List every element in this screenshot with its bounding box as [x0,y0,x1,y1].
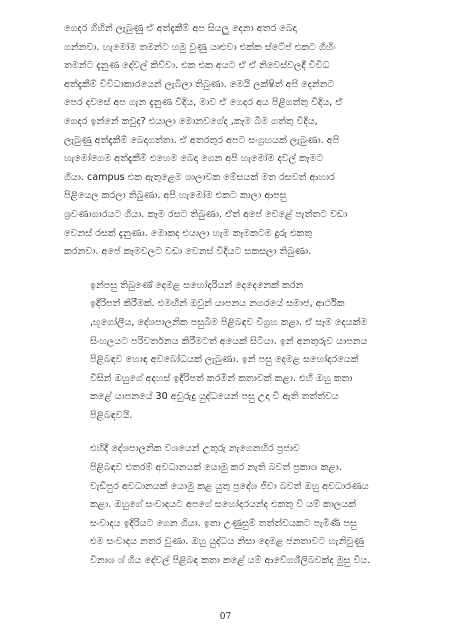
text-line: ,භූගෝලීය, දේශපාලනික පසුබිම පිළිබඳව විග්‍රහ කළා. ඒ සෑම දෙයක්ම [90,316,368,328]
page-number: 07 [219,612,232,622]
text-line: සංවාදය ඉදිරියට ගෙන ගියා. ඉතා උණුසුම් තත්ත්වයකට පැමිණි පසු [90,517,357,529]
text-line: සිංහලයට පරිවර්තනය කිරීමටත් අයෙක් සිටියා. ඉන් අනතුරුව යාපනය [90,335,368,347]
text-line: ගන්නවා. හැමෝම තමන්ට හමු වුණු යාළුවා එක්ක ස්ටේප් එකට ගිහිං [64,41,336,53]
document-page [64,20,398,571]
text-line: පිළිබඳව එතරම් අවධානයක් යොමු කර නැති බවත් ප්‍රකාශ කළා. [90,462,342,474]
text-line: ශ්‍රවණාගාරයට ගියා. කෑම රසට තිබුණා. ඒත් අපේ වෙළේ පැත්තට වඩා [64,208,348,220]
paragraph [64,277,398,426]
text-line: වැඩිපුර අවධානයක් යොමු කළ යුතු ප්‍රදේශ ජීවා බවත් ඔහු අවධාරණය [90,480,369,492]
text-line: විසින් ඔහුගේ අදහස් ඉදිරිපත් කරමින් කතාවක් කළා. එහි ඔහු කතා [90,372,353,384]
text-line: ලැබුණු අත්දැකීම් බෙදාගත්තා. ඒ අතරතුර අපට සංග්‍රහයක් ලැබුණා. අපි [64,134,340,146]
text-line: වෙනස් රසක් දැනුණා. මොකද එයාලා හැම කෑමකටම දුරු එකතු [64,227,313,239]
paragraph [64,20,398,262]
text-line: පිළියෙල කරලා තිබුණා. අපි හැමෝම එකට කාලා ආපසු [64,190,287,202]
text-line: හැමෝගෙම අත්දැකීම් එහෙම බෙදා ගෙන අපි හැමෝම දවල් කෑමට [64,153,324,165]
paragraph [64,440,398,570]
document-body [64,20,398,571]
text-line: පිළිබඳවයි. [90,409,133,421]
text-line: පෙර දවසේ අප ගැන දැනුණ විදිය, මාව ඒ ගෙදර අය පිළිගත්තු විදිය, ඒ [64,97,343,109]
text-line: එහිදී දේශපාලනික වශයෙන් උතුරු නැගෙනහිර ප්‍රජාව [90,443,300,455]
text-line: පිළිබඳව හොඳ අවබෝධයක් ලැබුණා. ඉන් පසු දෙමළ සහෝදරයෙක් [90,354,359,366]
text-line: කරනවා. අපේ කෑමවලට වඩා වෙනස් විදියට සකසලා තිබුණා. [64,246,312,258]
text-line: ඉන්පසු තිබුණේ දෙමළ සහෝදරියන් දෙදෙනෙක් කරන [90,279,304,291]
text-line: ඉදිරිපත් කිරීමක්. එමඟින් ඔවුන් යාපනය නගරයේ සමාජ, ආර්ථික [90,298,345,310]
text-line: තමන්ට දැනුණ දේවල් කිව්වා. එක එක අයට ඒ ඒ නිවෙස්වලදී විවිධ [64,60,330,72]
text-line: එම සංවාදය නතර වුණා. ඔහු යුද්ධය නිසා දෙමළ ජනතාවට හැනිවුණු [90,536,365,548]
text-line: ගියා. campus එක ඇතුළෙම ශාලාවක මේසයක් මත රසවත් ආහාර [64,171,335,183]
text-line: කළා. ඔහුගේ සංවාදයට අපගේ සහෝදරයන්ද එකතු වී යම් කාලයක් [90,499,356,511]
text-line: ගෙදර ගිහින් ලැබුණු ඒ අත්දැකීම් අප සියලු දෙනා අතර බෙදා [64,23,297,34]
text-line: විනාශ ශ් ගිය දේවල් පිළිබඳ කතා කළේ යම් ආවේගශීලිබවක්ද මුසු විය. [90,555,371,567]
text-line: ගෙදර ඉන්නේ කවුද? එයාලා මොනවගේද ,කෑම බීම ගත්තු විදිය, [64,115,318,127]
text-line: අත්දැකීම් විවිධාකාරයෙන් ලැබිලා තිබුණා. මෙයි ලක්ෂිත් අපි දෙන්නට [64,78,335,90]
text-line: කළේ යාපනයේ 30 අවුරුදු යුද්ධයෙන් පසු උදා වී ඇති තත්ත්වය [90,391,339,403]
